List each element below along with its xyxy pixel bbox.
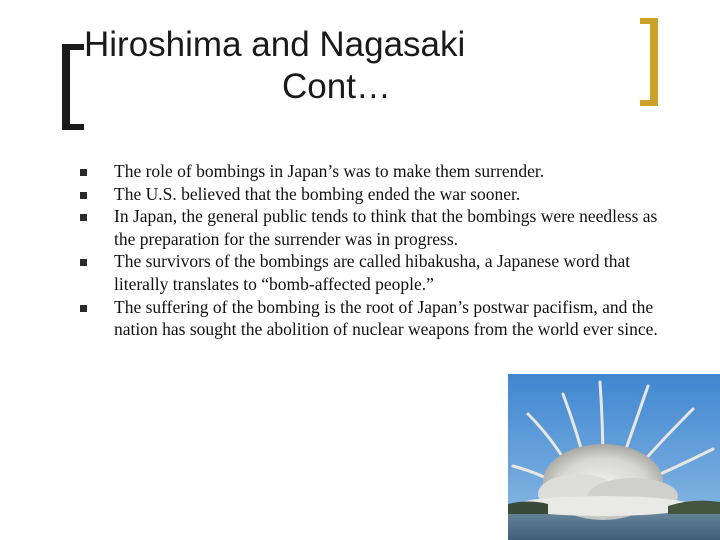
bullet-item [80,250,680,295]
square-bullet-icon [80,259,87,266]
bullet-item [80,183,680,206]
bullet-item [80,205,680,250]
explosion-photo-graphic [508,374,720,540]
title-bracket-right [650,18,658,106]
slide-title-line-2: Cont… [282,67,391,106]
shoreline-left [508,502,548,515]
bullet-item [80,160,680,183]
title-bracket-left [62,44,70,130]
bullet-text: The role of bombings in Japan’s was to make them surrender. [114,161,545,181]
slide-title-line-1: Hiroshima and Nagasaki [84,25,466,64]
bullet-item [80,296,680,341]
explosion-photo [508,374,720,540]
square-bullet-icon [80,192,87,199]
title-bracket-right-top [640,18,658,24]
square-bullet-icon [80,169,87,176]
slide-title [84,24,504,108]
square-bullet-icon [80,305,87,312]
title-bracket-right-bottom [640,100,658,106]
title-bracket-left-bottom [62,124,84,130]
square-bullet-icon [80,214,87,221]
bullet-text: The U.S. believed that the bombing ended the war sooner. [114,183,521,204]
bullet-text: The suffering of the bombing is the root of Japan’s postwar pacifism, and the nation has sought the abolition of nuclear weapons from the world ever since. [114,296,658,340]
title-bracket-left-top [62,44,84,50]
bullet-text: The survivors of the bombings are called hibakusha, a Japanese word that literally translates to “bomb-affected people.” [114,251,631,294]
bullet-list [80,160,680,341]
bullet-text: In Japan, the general public tends to think that the bombings were needless as the preparation for the surrender was in progress. [114,206,658,249]
